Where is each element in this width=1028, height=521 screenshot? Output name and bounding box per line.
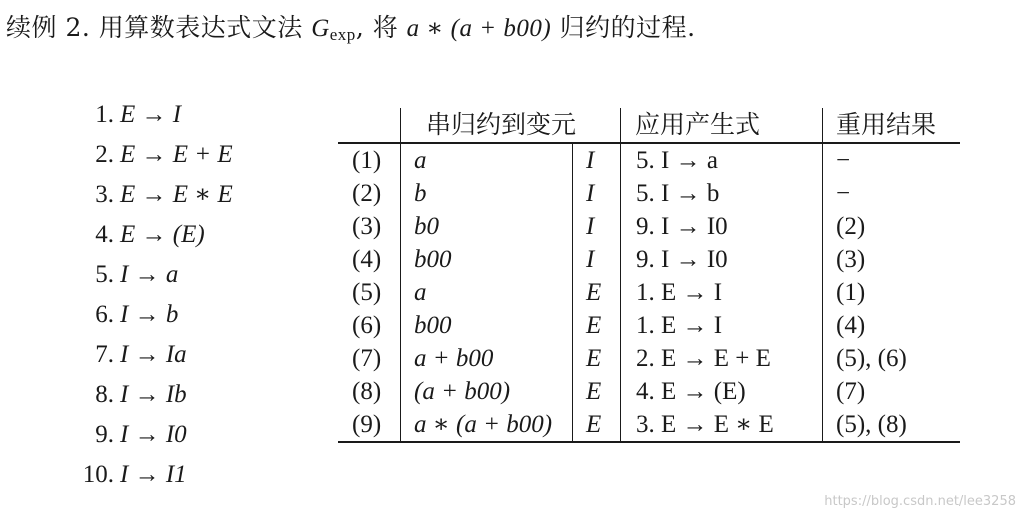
applied-production: 5. I → b xyxy=(636,180,720,207)
variable: I xyxy=(586,246,595,273)
rule-lhs: E xyxy=(120,181,136,208)
reduced-string: a ∗ (a + b00) xyxy=(414,411,553,438)
variable: I xyxy=(586,180,595,207)
reused-results: (1) xyxy=(836,279,866,306)
reused-results: − xyxy=(836,180,851,207)
step-label: (1) xyxy=(352,147,382,174)
rule-rhs: I xyxy=(172,101,182,128)
variable: I xyxy=(586,213,595,240)
rule-lhs: I xyxy=(120,261,129,288)
applied-production: 5. I → a xyxy=(636,147,718,174)
applied-production: 9. I → I0 xyxy=(636,213,728,240)
step-label: (2) xyxy=(352,180,382,207)
reused-results: (5), (6) xyxy=(836,345,907,372)
rule-rhs: Ib xyxy=(165,381,187,408)
rule-lhs: I xyxy=(120,461,129,488)
grammar-rule xyxy=(70,175,280,215)
rule-rhs: Ia xyxy=(165,341,187,368)
rule-number: 6. xyxy=(95,301,114,328)
rule-rhs: I0 xyxy=(165,421,187,448)
watermark: https://blog.csdn.net/lee3258 xyxy=(824,494,1016,509)
reduced-string: (a + b00) xyxy=(414,378,511,405)
grammar-rule xyxy=(70,335,280,375)
rule-arrow: → xyxy=(141,141,167,168)
grammar-rules-list xyxy=(70,95,280,495)
rule-number: 1. xyxy=(95,101,114,128)
rule-number: 4. xyxy=(95,221,114,248)
rule-lhs: E xyxy=(120,141,136,168)
step-label: (9) xyxy=(352,411,382,438)
grammar-subscript: exp xyxy=(329,25,356,44)
step-label: (4) xyxy=(352,246,382,273)
rule-arrow: → xyxy=(141,221,167,248)
reused-results: (3) xyxy=(836,246,866,273)
grammar-rule xyxy=(70,455,280,495)
rule-number: 8. xyxy=(95,381,114,408)
step-label: (8) xyxy=(352,378,382,405)
reduction-table xyxy=(338,108,960,445)
applied-production: 1. E → I xyxy=(636,279,723,306)
rule-arrow: → xyxy=(134,381,160,408)
rule-lhs: I xyxy=(120,421,129,448)
column-header: 应用产生式 xyxy=(635,110,761,139)
bottom-rule xyxy=(338,441,960,443)
rule-number: 5. xyxy=(95,261,114,288)
step-label: (5) xyxy=(352,279,382,306)
grammar-rule xyxy=(70,295,280,335)
rule-number: 10. xyxy=(82,461,114,488)
column-rule xyxy=(620,108,621,443)
applied-production: 4. E → (E) xyxy=(636,378,746,405)
applied-production: 3. E → E ∗ E xyxy=(636,411,774,438)
grammar-symbol: G xyxy=(311,15,330,42)
rule-rhs: I1 xyxy=(165,461,187,488)
applied-production: 9. I → I0 xyxy=(636,246,728,273)
rule-number: 7. xyxy=(95,341,114,368)
variable: E xyxy=(586,312,602,339)
reused-results: (5), (8) xyxy=(836,411,907,438)
reduced-string: a xyxy=(414,147,427,174)
reduced-string: b00 xyxy=(414,246,452,273)
rule-rhs: E + E xyxy=(172,141,233,168)
variable: I xyxy=(586,147,595,174)
rule-arrow: → xyxy=(141,181,167,208)
applied-production: 2. E → E + E xyxy=(636,345,771,372)
column-rule xyxy=(572,142,573,443)
reduced-string: b00 xyxy=(414,312,452,339)
rule-arrow: → xyxy=(141,101,167,128)
rule-arrow: → xyxy=(134,301,160,328)
reused-results: (2) xyxy=(836,213,866,240)
step-label: (3) xyxy=(352,213,382,240)
rule-arrow: → xyxy=(134,421,160,448)
rule-lhs: I xyxy=(120,341,129,368)
reused-results: (7) xyxy=(836,378,866,405)
rule-number: 9. xyxy=(95,421,114,448)
applied-production: 1. E → I xyxy=(636,312,723,339)
rule-number: 3. xyxy=(95,181,114,208)
step-label: (6) xyxy=(352,312,382,339)
rule-lhs: E xyxy=(120,221,136,248)
column-rule xyxy=(822,108,823,443)
rule-lhs: I xyxy=(120,381,129,408)
rule-lhs: I xyxy=(120,301,129,328)
page-title xyxy=(6,8,696,45)
rule-arrow: → xyxy=(134,261,160,288)
reduced-string: a + b00 xyxy=(414,345,494,372)
column-rule xyxy=(400,108,401,443)
rule-rhs: a xyxy=(165,261,179,288)
variable: E xyxy=(586,411,602,438)
rule-arrow: → xyxy=(134,461,160,488)
variable: E xyxy=(586,345,602,372)
grammar-rule xyxy=(70,135,280,175)
title-suffix: 归约的过程. xyxy=(551,13,696,42)
column-header: 串归约到变元 xyxy=(426,110,577,139)
reduced-string: b xyxy=(414,180,427,207)
rule-rhs: b xyxy=(165,301,179,328)
variable: E xyxy=(586,378,602,405)
step-label: (7) xyxy=(352,345,382,372)
title-prefix: 续例 2. 用算数表达式文法 xyxy=(6,13,312,42)
reused-results: − xyxy=(836,147,851,174)
title-middle: , 将 xyxy=(355,13,407,42)
rule-rhs: (E) xyxy=(172,221,205,248)
variable: E xyxy=(586,279,602,306)
grammar-rule xyxy=(70,255,280,295)
rule-number: 2. xyxy=(95,141,114,168)
grammar-rule xyxy=(70,375,280,415)
grammar-rule xyxy=(70,95,280,135)
column-header: 重用结果 xyxy=(836,110,937,139)
target-expression: a ∗ (a + b00) xyxy=(406,15,552,42)
grammar-rule xyxy=(70,215,280,255)
rule-rhs: E ∗ E xyxy=(172,181,233,208)
reused-results: (4) xyxy=(836,312,866,339)
rule-lhs: E xyxy=(120,101,136,128)
reduced-string: a xyxy=(414,279,427,306)
rule-arrow: → xyxy=(134,341,160,368)
grammar-rule xyxy=(70,415,280,455)
reduced-string: b0 xyxy=(414,213,439,240)
